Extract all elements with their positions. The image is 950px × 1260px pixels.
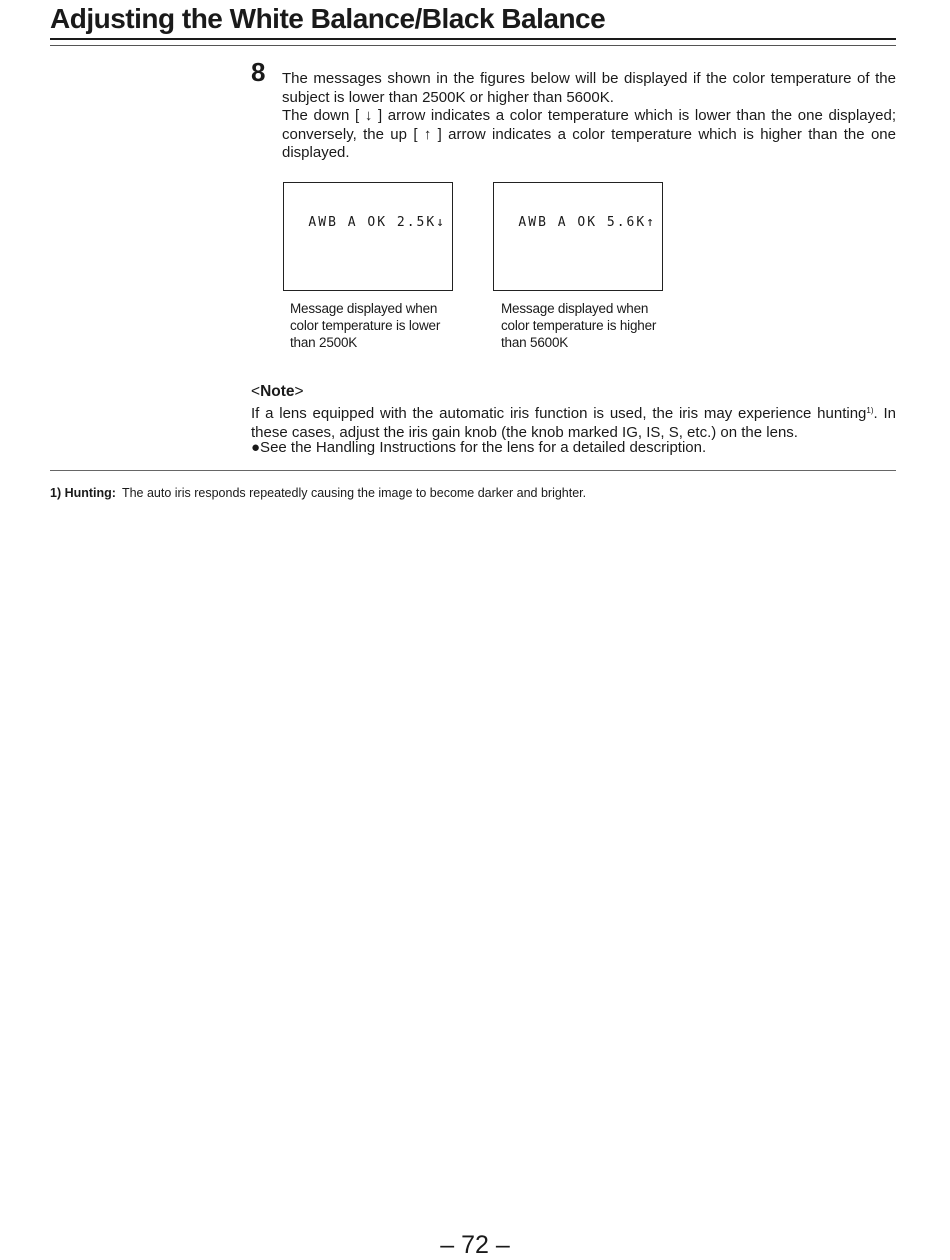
step-number: 8 [251,57,266,87]
step-paragraph-1: The messages shown in the figures below will be displayed if the color temperature of the subject is lower than 2500K or higher than 5600K. [282,70,896,106]
awb-readout-high: AWB A OK 5.6K↑ [518,215,656,230]
step-paragraph-2: The down [ ↓ ] arrow indicates a color temperature which is lower than the one displayed; conversely, the up [ ↑ ] arrow indicates a color temperature which is higher than the one displayed. [282,107,896,161]
note-bullet: ●See the Handling Instructions for the lens for a detailed description. [251,439,707,456]
page-number: – 72 – [440,1231,510,1259]
figure-caption-low: Message displayed when color temperature is lower than 2500K [290,301,441,350]
page-title: Adjusting the White Balance/Black Balance [50,3,606,34]
note-text-after: . In these cases, adjust the iris gain knob (the knob marked IG, IS, S, etc.) on the lens. [251,405,896,441]
note-bracket-open: < [251,383,261,400]
awb-readout-low: AWB A OK 2.5K↓ [308,215,446,230]
title-rule-thin [50,45,896,46]
note-body [251,402,896,442]
footnote-text: The auto iris responds repeatedly causing the image to become darker and brighter. [121,486,587,500]
viewfinder-display-low [283,182,453,291]
note-text-before: If a lens equipped with the automatic iris function is used, the iris may experience hunting [251,405,867,422]
footnote-rule [50,470,896,471]
step-text [282,70,896,163]
note-paragraph [251,402,896,442]
note-label: Note [260,383,295,400]
footnote [50,486,586,500]
title-rule-thick [50,38,896,40]
footnote-ref: 1) [866,406,874,415]
figure-caption-high: Message displayed when color temperature is higher than 5600K [501,301,657,350]
note-bracket-close: > [294,383,304,400]
footnote-label: 1) Hunting: [50,486,116,500]
viewfinder-display-high [493,182,663,291]
note-heading [251,383,304,401]
